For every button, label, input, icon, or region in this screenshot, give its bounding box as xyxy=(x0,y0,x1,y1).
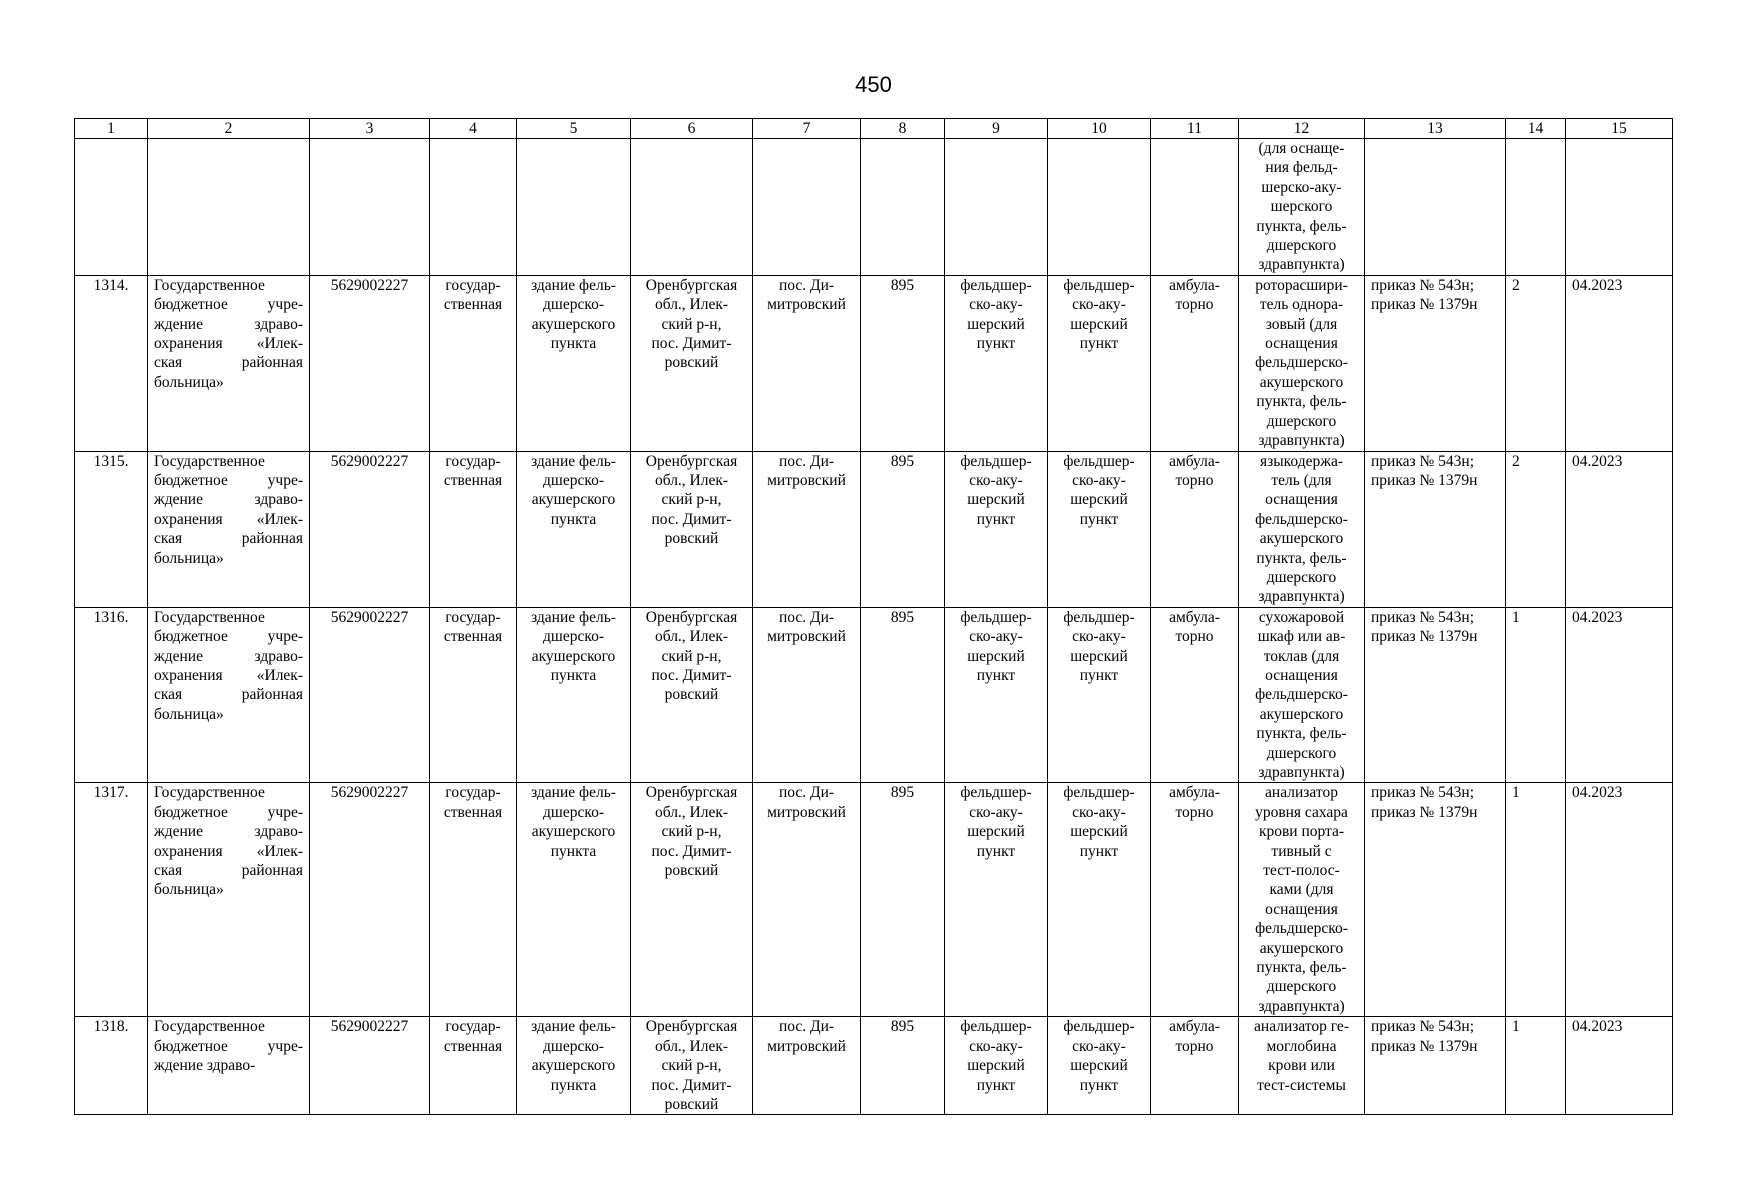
date-cell: 04.2023 xyxy=(1566,275,1673,451)
row-number-cell: 1315. xyxy=(75,451,148,607)
quantity-cell: 2 xyxy=(1506,451,1566,607)
ownership-cell: государ- ственная xyxy=(430,783,517,1017)
care-mode-cell: амбула- торно xyxy=(1151,1017,1239,1115)
table-row xyxy=(75,451,1673,607)
registry-table xyxy=(74,118,1673,1115)
organization-cell: Государственное бюджетное учре- ждение здраво- охранения «Илек- ская районная больница» xyxy=(148,451,310,607)
column-header: 12 xyxy=(1239,119,1365,139)
unit-type-cell: фельдшер- ско-аку- шерский пункт xyxy=(1048,783,1151,1017)
column-header: 15 xyxy=(1566,119,1673,139)
column-header: 5 xyxy=(517,119,631,139)
building-cell: здание фель- дшерско- акушерского пункта xyxy=(517,275,631,451)
row-number-cell: 1316. xyxy=(75,607,148,783)
column-header: 8 xyxy=(861,119,945,139)
building-cell: здание фель- дшерско- акушерского пункта xyxy=(517,783,631,1017)
date-cell: 04.2023 xyxy=(1566,451,1673,607)
table-row xyxy=(75,783,1673,1017)
building-cell: здание фель- дшерско- акушерского пункта xyxy=(517,451,631,607)
locality-cell: пос. Ди- митровский xyxy=(753,607,861,783)
unit-cell: фельдшер- ско-аку- шерский пункт xyxy=(945,1017,1048,1115)
continuation-item-cell: (для оснаще- ния фельд- шерско-аку- шерского пункта, фель- дшерского здравпункта) xyxy=(1239,139,1365,276)
table-row xyxy=(75,607,1673,783)
quantity-cell: 1 xyxy=(1506,607,1566,783)
column-number-row xyxy=(75,119,1673,139)
column-header: 13 xyxy=(1365,119,1506,139)
inn-cell: 5629002227 xyxy=(310,275,430,451)
equipment-item-cell: анализатор ге- моглобина крови или тест-системы xyxy=(1239,1017,1365,1115)
address-cell: Оренбургская обл., Илек- ский р-н, пос. Димит- ровский xyxy=(631,275,753,451)
unit-cell: фельдшер- ско-аку- шерский пункт xyxy=(945,451,1048,607)
care-mode-cell: амбула- торно xyxy=(1151,607,1239,783)
inn-cell: 5629002227 xyxy=(310,451,430,607)
unit-type-cell: фельдшер- ско-аку- шерский пункт xyxy=(1048,607,1151,783)
code-cell: 895 xyxy=(861,451,945,607)
unit-type-cell: фельдшер- ско-аку- шерский пункт xyxy=(1048,275,1151,451)
equipment-item-cell: анализатор уровня сахара крови порта- тивный с тест-полос- ками (для оснащения фельдшерско- акушерского пункта, фель- дшерского здравпункта) xyxy=(1239,783,1365,1017)
order-cell: приказ № 543н; приказ № 1379н xyxy=(1365,275,1506,451)
quantity-cell: 1 xyxy=(1506,1017,1566,1115)
row-number-cell: 1317. xyxy=(75,783,148,1017)
code-cell: 895 xyxy=(861,275,945,451)
column-header: 2 xyxy=(148,119,310,139)
column-header: 10 xyxy=(1048,119,1151,139)
quantity-cell: 1 xyxy=(1506,783,1566,1017)
column-header: 3 xyxy=(310,119,430,139)
column-header: 7 xyxy=(753,119,861,139)
ownership-cell: государ- ственная xyxy=(430,275,517,451)
row-number-cell: 1314. xyxy=(75,275,148,451)
ownership-cell: государ- ственная xyxy=(430,451,517,607)
unit-cell: фельдшер- ско-аку- шерский пункт xyxy=(945,607,1048,783)
column-header: 14 xyxy=(1506,119,1566,139)
organization-cell: Государственное бюджетное учре- ждение здраво- охранения «Илек- ская районная больница» xyxy=(148,607,310,783)
code-cell: 895 xyxy=(861,1017,945,1115)
organization-cell: Государственное бюджетное учре- ждение здраво- xyxy=(148,1017,310,1115)
locality-cell: пос. Ди- митровский xyxy=(753,275,861,451)
care-mode-cell: амбула- торно xyxy=(1151,783,1239,1017)
date-cell: 04.2023 xyxy=(1566,607,1673,783)
row-number-cell: 1318. xyxy=(75,1017,148,1115)
unit-cell: фельдшер- ско-аку- шерский пункт xyxy=(945,275,1048,451)
column-header: 9 xyxy=(945,119,1048,139)
table-row xyxy=(75,275,1673,451)
equipment-item-cell: языкодержа- тель (для оснащения фельдшерско- акушерского пункта, фель- дшерского здравпункта) xyxy=(1239,451,1365,607)
care-mode-cell: амбула- торно xyxy=(1151,451,1239,607)
equipment-item-cell: роторасшири- тель однора- зовый (для оснащения фельдшерско- акушерского пункта, фель- дшерского здравпункта) xyxy=(1239,275,1365,451)
column-header: 11 xyxy=(1151,119,1239,139)
page-number: 450 xyxy=(855,72,892,97)
column-header: 6 xyxy=(631,119,753,139)
locality-cell: пос. Ди- митровский xyxy=(753,451,861,607)
code-cell: 895 xyxy=(861,783,945,1017)
order-cell: приказ № 543н; приказ № 1379н xyxy=(1365,451,1506,607)
column-header: 4 xyxy=(430,119,517,139)
care-mode-cell: амбула- торно xyxy=(1151,275,1239,451)
organization-cell: Государственное бюджетное учре- ждение здраво- охранения «Илек- ская районная больница» xyxy=(148,783,310,1017)
address-cell: Оренбургская обл., Илек- ский р-н, пос. Димит- ровский xyxy=(631,783,753,1017)
ownership-cell: государ- ственная xyxy=(430,607,517,783)
date-cell: 04.2023 xyxy=(1566,783,1673,1017)
unit-cell: фельдшер- ско-аку- шерский пункт xyxy=(945,783,1048,1017)
inn-cell: 5629002227 xyxy=(310,1017,430,1115)
equipment-item-cell: сухожаровой шкаф или ав- токлав (для оснащения фельдшерско- акушерского пункта, фель- дшерского здравпункта) xyxy=(1239,607,1365,783)
building-cell: здание фель- дшерско- акушерского пункта xyxy=(517,1017,631,1115)
order-cell: приказ № 543н; приказ № 1379н xyxy=(1365,1017,1506,1115)
code-cell: 895 xyxy=(861,607,945,783)
date-cell: 04.2023 xyxy=(1566,1017,1673,1115)
unit-type-cell: фельдшер- ско-аку- шерский пункт xyxy=(1048,1017,1151,1115)
continuation-row xyxy=(75,139,1673,276)
locality-cell: пос. Ди- митровский xyxy=(753,1017,861,1115)
quantity-cell: 2 xyxy=(1506,275,1566,451)
column-header: 1 xyxy=(75,119,148,139)
locality-cell: пос. Ди- митровский xyxy=(753,783,861,1017)
unit-type-cell: фельдшер- ско-аку- шерский пункт xyxy=(1048,451,1151,607)
address-cell: Оренбургская обл., Илек- ский р-н, пос. Димит- ровский xyxy=(631,451,753,607)
ownership-cell: государ- ственная xyxy=(430,1017,517,1115)
address-cell: Оренбургская обл., Илек- ский р-н, пос. Димит- ровский xyxy=(631,607,753,783)
order-cell: приказ № 543н; приказ № 1379н xyxy=(1365,783,1506,1017)
inn-cell: 5629002227 xyxy=(310,607,430,783)
table-row xyxy=(75,1017,1673,1115)
organization-cell: Государственное бюджетное учре- ждение здраво- охранения «Илек- ская районная больница» xyxy=(148,275,310,451)
address-cell: Оренбургская обл., Илек- ский р-н, пос. Димит- ровский xyxy=(631,1017,753,1115)
building-cell: здание фель- дшерско- акушерского пункта xyxy=(517,607,631,783)
order-cell: приказ № 543н; приказ № 1379н xyxy=(1365,607,1506,783)
inn-cell: 5629002227 xyxy=(310,783,430,1017)
